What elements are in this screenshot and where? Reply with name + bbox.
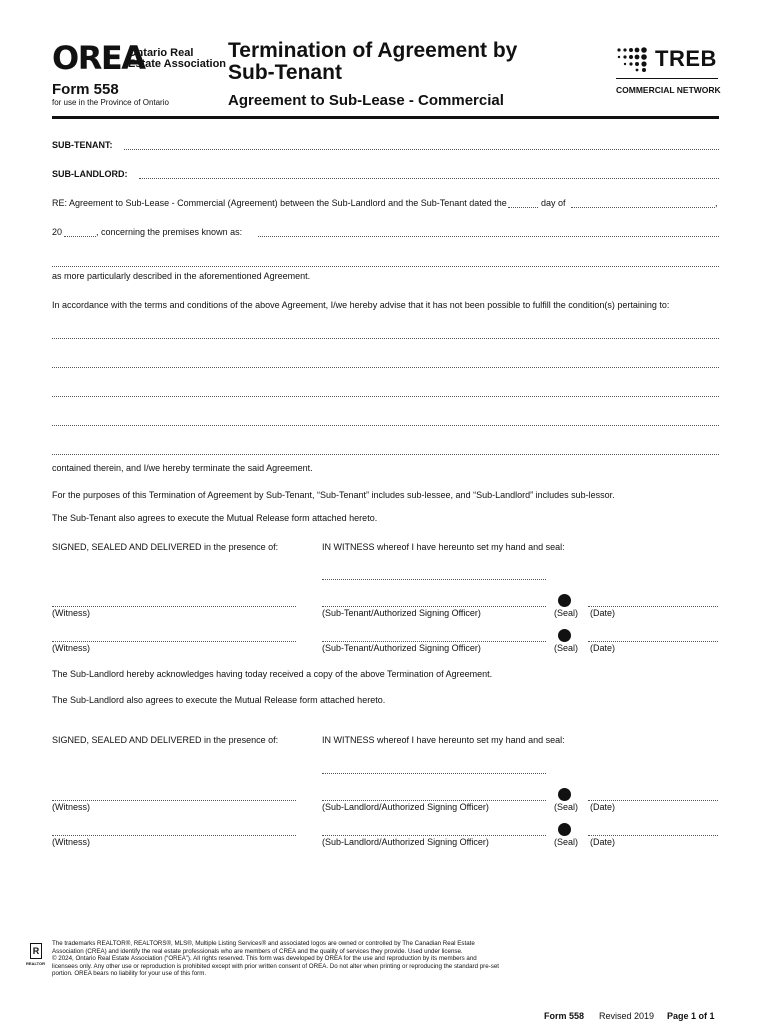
realtor-logo-icon: R	[30, 943, 42, 959]
seal-caption: (Seal)	[554, 643, 579, 653]
premises-field-2[interactable]	[52, 265, 719, 267]
fine-print	[52, 940, 502, 978]
association-name: Ontario Real Estate Association	[128, 47, 227, 70]
footer-form-number: Form 558	[544, 1011, 585, 1021]
landlord-witness-clause: IN WITNESS whereof I have hereunto set my hand and seal:	[322, 735, 565, 745]
day-of-text: day of	[541, 198, 566, 208]
condition-line-3[interactable]	[52, 395, 719, 397]
header-divider	[52, 116, 719, 119]
officer-caption: (Sub-Landlord/Authorized Signing Officer)	[322, 802, 489, 812]
accordance-text: In accordance with the terms and conditions of the above Agreement, I/we hereby advise that it has not been possible to fulfill the condition(s) pertaining to:	[52, 300, 670, 310]
dated-month-field[interactable]	[571, 206, 715, 208]
purposes-text: For the purposes of this Termination of Agreement by Sub-Tenant, “Sub-Tenant” includes sub-lessee, and “Sub-Landlord” includes sub-lessor.	[52, 490, 615, 500]
tenant-extra-line[interactable]	[322, 578, 546, 580]
form-number: Form 558	[52, 81, 119, 98]
witness-caption: (Witness)	[52, 643, 90, 653]
year-prefix: 20	[52, 227, 63, 237]
year-field[interactable]	[64, 235, 96, 237]
footer-revised: Revised 2019	[599, 1011, 655, 1021]
condition-line-1[interactable]	[52, 337, 719, 339]
contained-text: contained therein, and I/we hereby terminate the said Agreement.	[52, 463, 313, 473]
premises-text: , concerning the premises known as:	[96, 227, 243, 237]
tenant-release-text: The Sub-Tenant also agrees to execute the Mutual Release form attached hereto.	[52, 513, 378, 523]
form-subtitle: Agreement to Sub-Lease - Commercial	[228, 92, 504, 109]
sub-tenant-field[interactable]	[124, 148, 719, 150]
re-text: RE: Agreement to Sub-Lease - Commercial (Agreement) between the Sub-Landlord and the Sub-Tenant dated the	[52, 198, 507, 208]
realtor-logo-caption: REALTOR	[26, 961, 45, 966]
landlord-release-text: The Sub-Landlord also agrees to execute the Mutual Release form attached hereto.	[52, 695, 386, 705]
sub-landlord-field[interactable]	[139, 177, 719, 179]
date-caption: (Date)	[590, 802, 616, 812]
seal-caption: (Seal)	[554, 802, 579, 812]
described-text: as more particularly described in the aforementioned Agreement.	[52, 271, 311, 281]
trademark-notice: The trademarks REALTOR®, REALTORS®, MLS®, Multiple Listing Services® and associated logos are owned or controlled by The Canadian Real Estate Association (CREA) and identify the real estate professionals who are members of CREA and the quality of services they provide. Used under license.	[52, 940, 475, 955]
sub-landlord-label: SUB-LANDLORD:	[52, 169, 128, 179]
seal-caption: (Seal)	[554, 608, 579, 618]
footer-page: Page 1 of 1	[667, 1011, 715, 1021]
date-caption: (Date)	[590, 643, 616, 653]
officer-caption: (Sub-Tenant/Authorized Signing Officer)	[322, 643, 481, 653]
seal-4-icon	[558, 823, 571, 836]
seal-1-icon	[558, 594, 571, 607]
condition-line-2[interactable]	[52, 366, 719, 368]
orea-logo: OREA	[52, 39, 145, 77]
tenant-signed-text: SIGNED, SEALED AND DELIVERED in the presence of:	[52, 542, 279, 552]
date-caption: (Date)	[590, 608, 616, 618]
treb-dots-icon	[616, 47, 652, 73]
sub-tenant-label: SUB-TENANT:	[52, 140, 113, 150]
landlord-signed-text: SIGNED, SEALED AND DELIVERED in the presence of:	[52, 735, 279, 745]
copyright-notice: © 2024, Ontario Real Estate Association (“OREA”). All rights reserved. This form was developed by OREA for the use and reproduction by its members and licensees only. Any other use or reproduction is prohibited except with prior written consent of OREA. Do not alter when printing or reproducing the standard pre-set portion. OREA bears no liability for your use of this form.	[52, 955, 499, 978]
condition-line-4[interactable]	[52, 424, 719, 426]
tenant-witness-clause: IN WITNESS whereof I have hereunto set my hand and seal:	[322, 542, 565, 552]
witness-caption: (Witness)	[52, 608, 90, 618]
witness-caption: (Witness)	[52, 802, 90, 812]
landlord-extra-line[interactable]	[322, 772, 546, 774]
premises-field[interactable]	[258, 235, 719, 237]
landlord-acknowledges-text: The Sub-Landlord hereby acknowledges having today received a copy of the above Termination of Agreement.	[52, 669, 493, 679]
date-caption: (Date)	[590, 837, 616, 847]
treb-subtitle: COMMERCIAL NETWORK	[616, 85, 721, 95]
seal-2-icon	[558, 629, 571, 642]
treb-divider	[616, 78, 718, 79]
form-title: Termination of Agreement by Sub-Tenant	[228, 39, 518, 84]
officer-caption: (Sub-Tenant/Authorized Signing Officer)	[322, 608, 481, 618]
dated-day-field[interactable]	[508, 206, 538, 208]
seal-3-icon	[558, 788, 571, 801]
witness-caption: (Witness)	[52, 837, 90, 847]
seal-caption: (Seal)	[554, 837, 579, 847]
comma: ,	[715, 198, 718, 208]
province-note: for use in the Province of Ontario	[52, 98, 169, 107]
officer-caption: (Sub-Landlord/Authorized Signing Officer)	[322, 837, 489, 847]
treb-logo: TREB	[655, 46, 717, 71]
condition-line-5[interactable]	[52, 453, 719, 455]
